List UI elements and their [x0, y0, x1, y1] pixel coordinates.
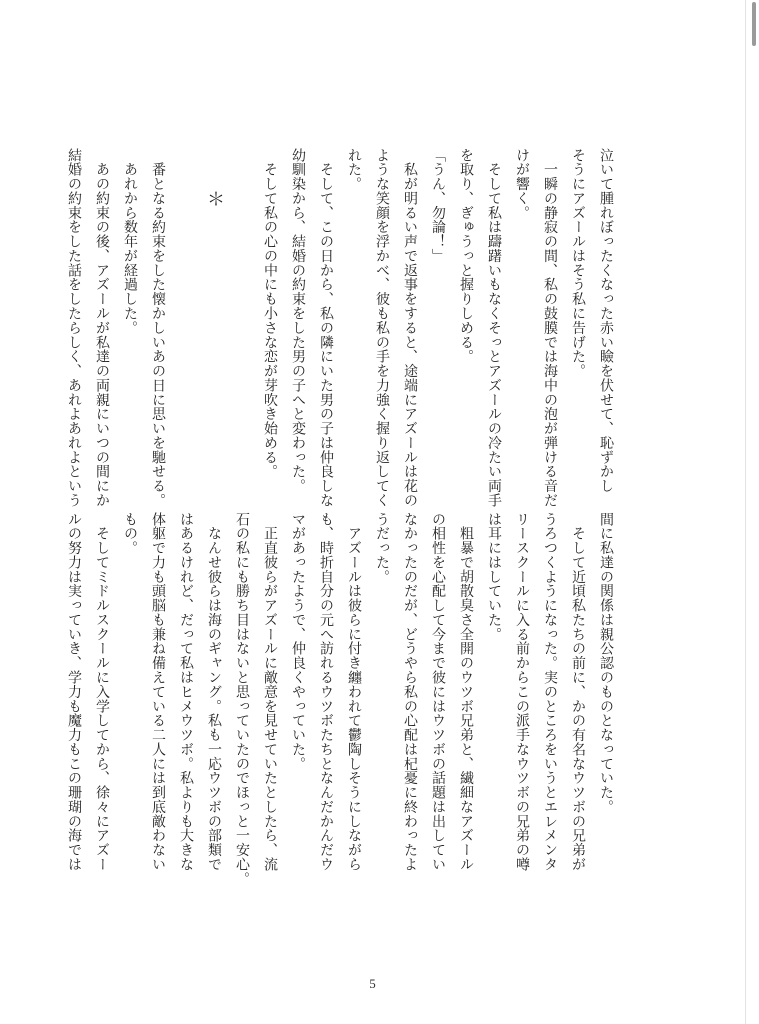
text-line: あれから数年が経過した。 [122, 148, 138, 335]
text-line: 体躯で力も頭脳も兼ね備えている二人には到底敵わない [150, 512, 166, 872]
text-line: そして、この日から、私の隣にいた男の子は仲良しな [318, 148, 334, 508]
text-line: そして私は躊躇いもなくそっとアズールの冷たい両手 [486, 148, 502, 508]
text-line: うろつくようになった。実のところをいうとエレメンタ [542, 512, 558, 872]
text-line: を取り、ぎゅうっと握りしめる。 [458, 148, 474, 364]
text-line: そうにアズールはそう私に告げた。 [570, 148, 586, 379]
text-line: そしてミドルスクールに入学してから、徐々にアズー [94, 512, 110, 872]
text-line [172, 148, 200, 498]
text-line: は耳にはしていた。 [486, 512, 502, 642]
text-line: れた。 [346, 148, 362, 192]
scrollbar-thumb[interactable] [752, 2, 756, 46]
text-line: 石の私にも勝ち目はないと思っていたのでほっと一安心。 [234, 512, 250, 886]
text-line: あの約束の後、アズールが私達の両親にいつの間にか [94, 148, 110, 508]
text-line: そして近頃私たちの前に、かの有名なウツボの兄弟が [570, 512, 586, 872]
text-line: 私が明るい声で返事をすると、途端にアズールは花の [402, 148, 418, 508]
text-line: も、時折自分の元へ訪れるウツボたちとなんだかんだウ [318, 512, 334, 872]
text-line [228, 148, 256, 498]
text-line: 結婚の約束をした話をしたらしく、あれよあれよという [66, 148, 82, 508]
text-line: リースクールに入る前からこの派手なウツボの兄弟の噂 [514, 512, 530, 872]
text-line: 一瞬の静寂の間、私の鼓膜では海中の泡が弾ける音だ [542, 148, 558, 508]
page-number: 5 [369, 976, 376, 991]
text-line: マがあったようで、仲良くやっていた。 [290, 512, 306, 771]
text-line: 「うん、勿論！」 [430, 148, 446, 264]
section-break-asterisk: ＊ [204, 190, 225, 209]
text-line: なんせ彼らは海のギャング。私も一応ウツボの部類で [206, 512, 222, 872]
text-line: の相性を心配して今まで彼にはウツボの話題は出してい [430, 512, 446, 872]
text-line: けが響く。 [514, 148, 530, 220]
text-line: ルの努力は実っていき、学力も魔力もこの珊瑚の海では [66, 512, 82, 872]
text-line: ような笑顔を浮かべ、彼も私の手を力強く握り返してく [374, 148, 390, 508]
text-line: 正直彼らがアズールに敵意を見せていたとしたら、流 [262, 512, 278, 872]
text-line: 粗暴で胡散臭さ全開のウツボ兄弟と、繊細なアズール [458, 512, 474, 872]
text-line: はあるけれど、だって私はヒメウツボ。私よりも大きな [178, 512, 194, 872]
text-line: 幼馴染から、結婚の約束をした男の子へと変わった。 [290, 148, 306, 494]
text-line: そして私の心の中にも小さな恋が芽吹き始める。 [262, 148, 278, 479]
text-block-bottom [60, 512, 620, 886]
text-line: アズールは彼らに付き纏われて鬱陶しそうにしながら [346, 512, 362, 872]
text-block-top [60, 148, 620, 508]
text-line: うだった。 [374, 512, 390, 584]
text-line: なかったのだが、どうやら私の心配は杞憂に終わったよ [402, 512, 418, 872]
text-line: もの。 [122, 512, 138, 556]
text-line: 泣いて腫れぼったくなった赤い瞼を伏せて、恥ずかし [598, 148, 614, 494]
text-line: 番となる約束をした懐かしいあの日に思いを馳せる。 [150, 148, 166, 508]
text-line: 間に私達の関係は親公認のものとなっていた。 [598, 512, 614, 814]
